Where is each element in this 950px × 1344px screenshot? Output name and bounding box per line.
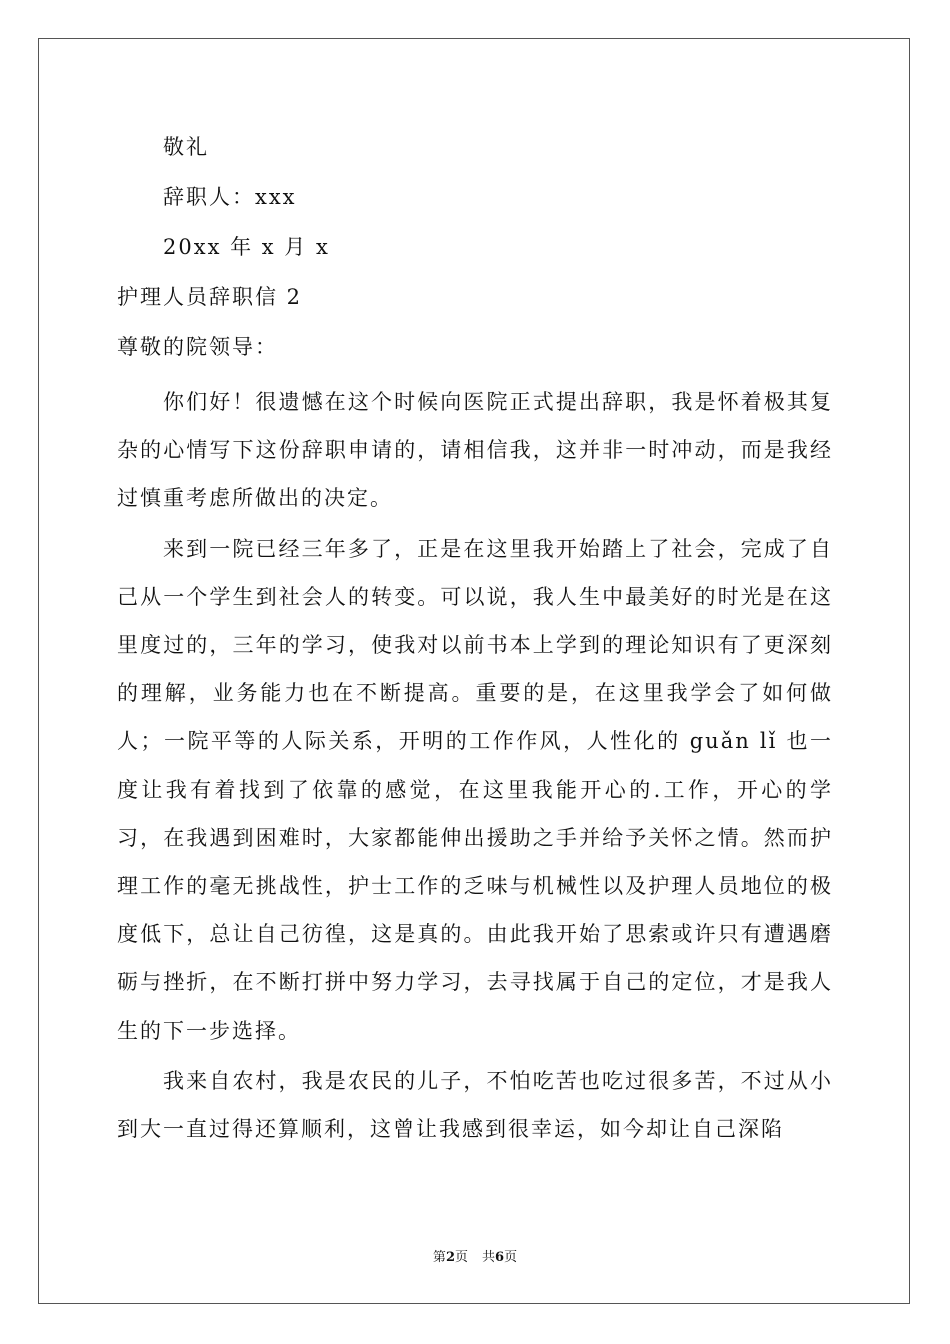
closing-line: 敬礼 — [163, 135, 209, 159]
paragraph-1: 你们好！很遗憾在这个时候向医院正式提出辞职，我是怀着极其复杂的心情写下这份辞职申请的，请相信我，这并非一时冲动，而是我经过慎重考虑所做出的决定。 — [117, 390, 833, 511]
page-suffix: 页 — [454, 1250, 468, 1265]
page-current: 2 — [445, 1250, 455, 1265]
page-prefix: 第 — [432, 1250, 446, 1265]
page-footer — [0, 1246, 950, 1265]
letter-body — [117, 128, 833, 1155]
signature-line: 辞职人：xxx — [163, 185, 297, 209]
total-prefix: 共 — [482, 1250, 496, 1265]
date-line: 20xx 年 x 月 x — [163, 235, 330, 259]
page-total: 6 — [495, 1250, 505, 1265]
letter-title: 护理人员辞职信 2 — [117, 285, 303, 309]
total-suffix: 页 — [504, 1250, 518, 1265]
salutation: 尊敬的院领导： — [117, 335, 278, 359]
paragraph-2: 来到一院已经三年多了，正是在这里我开始踏上了社会，完成了自己从一个学生到社会人的转变。可以说，我人生中最美好的时光是在这里度过的，三年的学习，使我对以前书本上学到的理论知识有了更深刻的理解，业务能力也在不断提高。重要的是，在这里我学会了如何做人；一院平等的人际关系，开明的工作作风，人性化的 guǎn lǐ 也一度让我有着找到了依靠的感觉，在这里我能开心的.工作，开心的学习，在我遇到困难时，大家都能伸出援助之手并给予关怀之情。然而护理工作的毫无挑战性，护士工作的乏味与机械性以及护理人员地位的极度低下，总让自己彷徨，这是真的。由此我开始了思索或许只有遭遇磨砺与挫折，在不断打拼中努力学习，去寻找属于自己的定位，才是我人生的下一步选择。 — [117, 536, 833, 1043]
paragraph-3: 我来自农村，我是农民的儿子，不怕吃苦也吃过很多苦，不过从小到大一直过得还算顺利，这曾让我感到很幸运，如今却让自己深陷 — [117, 1068, 833, 1142]
